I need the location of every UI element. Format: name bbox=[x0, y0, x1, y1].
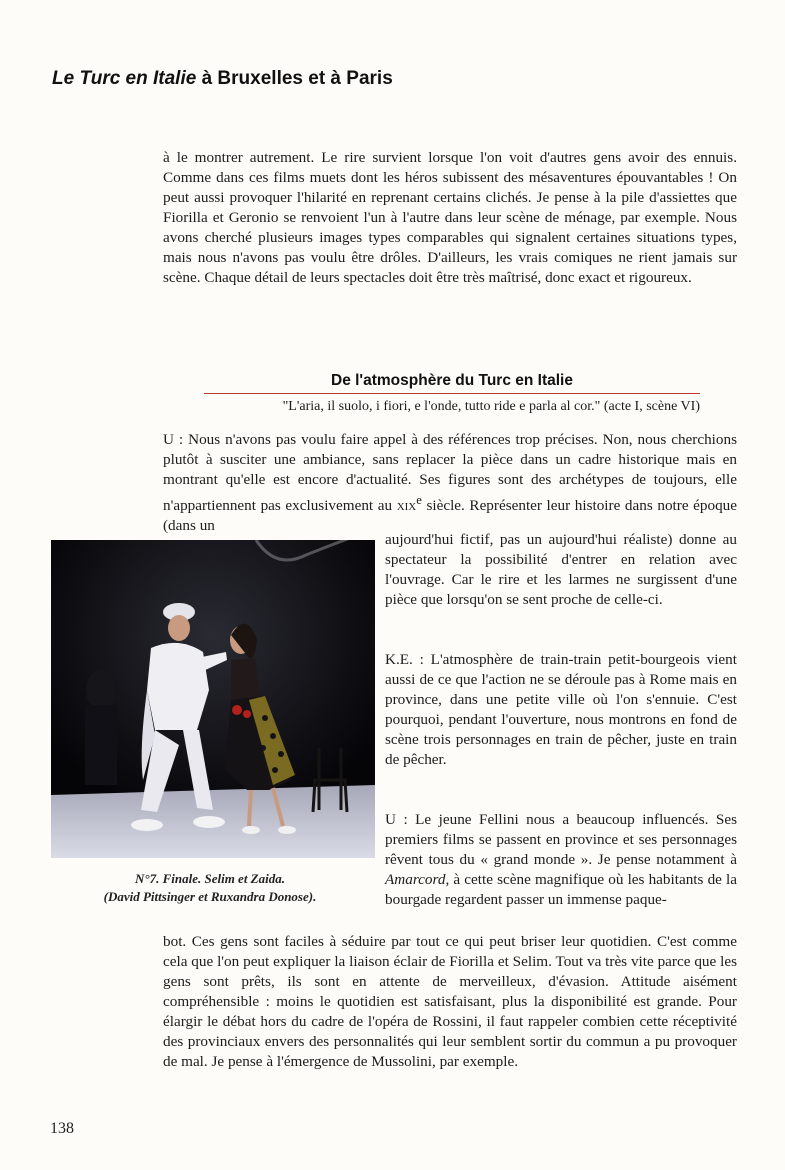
stage-photo bbox=[51, 540, 375, 858]
paragraph-u-fellini bbox=[385, 810, 737, 910]
running-header bbox=[52, 68, 393, 90]
paragraph-intro bbox=[163, 148, 737, 288]
header-title-italic: Le Turc en Italie bbox=[52, 68, 197, 89]
paragraph-u-references-start: U : Nous n'avons pas voulu faire appel à des références trop précises. Non, nous cherchions plutôt à susciter une ambiance, sans replacer la pièce dans un cadre historique mais en montrant qu'elle est encore d'actualité. Ses figures sont des archétypes de toujours, elle n'appartiennent pas exclusivement au bbox=[163, 431, 737, 515]
paragraph-u-references bbox=[163, 430, 737, 536]
film-title-amarcord: Amarcord bbox=[385, 871, 446, 888]
section-divider bbox=[204, 393, 700, 394]
paragraph-u-references-end: siècle. Représenter leur histoire dans notre époque (dans un bbox=[163, 497, 738, 535]
paragraph-u-references-text bbox=[163, 430, 737, 536]
paragraph-u-fellini-text bbox=[385, 810, 737, 910]
stage-photo-illustration bbox=[51, 540, 375, 858]
paragraph-u-references-continued bbox=[385, 530, 737, 610]
paragraph-u-fellini-middle: , à cette scène magnifique où les habitants de la bourgade regardent passer un immense paque- bbox=[385, 871, 737, 908]
paragraph-u-fellini-continued-text: bot. Ces gens sont faciles à séduire par tout ce qui peut briser leur quotidien. C'est comme cela que l'on peut expliquer la liaison éclair de Fiorilla et Selim. Tout va très vite parce que les gens sont prêts, ils sont en attente de merveilleux, d'évasion. Attitude aisément compréhensible : moins le quotidien est satisfaisant, plus la disponibilité est grande. Pour élargir le débat hors du cadre de l'opéra de Rossini, il faut rappeler combien cette réceptivité des provinciaux envers des personnalités qui leur semblent sortir du commun a pu provoquer de mal. Je pense à l'émergence de Mussolini, par exemple. bbox=[163, 933, 737, 1070]
paragraph-ke-atmosphere bbox=[385, 650, 737, 770]
century-numeral: xix bbox=[396, 497, 417, 515]
section-epigraph: "L'aria, il suolo, i fiori, e l'onde, tutto ride e parla al cor." (acte I, scène VI) bbox=[282, 399, 700, 414]
paragraph-u-references-continued-text: aujourd'hui fictif, pas un aujourd'hui réaliste) donne au spectateur la possibilité d'entrer en relation avec l'ouvrage. Car le rire et les larmes ne surgissent d'une pièce que lorsqu'on se sent proche de celle-ci. bbox=[385, 531, 737, 608]
paragraph-u-fellini-start: U : Le jeune Fellini nous a beaucoup influencés. Ses premiers films se passent en province et ses personnages rêvent tous du « grand monde ». Je pense notamment à bbox=[385, 811, 737, 868]
caption-line-1: N°7. Finale. Selim et Zaida. bbox=[134, 871, 285, 886]
paragraph-intro-text: à le montrer autrement. Le rire survient lorsque l'on voit d'autres gens avoir des ennuis. Comme dans ces films muets dont les héros subissent des mésaventures épouvantables ! On peut aussi provoquer l'hilarité en reprenant certains clichés. Je pense à la pile d'assiettes que Fiorilla et Geronio se renvoient l'un à l'autre dans leur scène de ménage, par exemple. Nous avons cherché plusieurs images types comparables qui signalent certaines situations types, mais nous n'avons pas voulu être drôles. D'ailleurs, les vrais comiques ne rient jamais sur scène. Chaque détail de leurs spectacles doit être très maîtrisé, donc exact et rigoureux. bbox=[163, 149, 737, 286]
caption-line-2: (David Pittsinger et Ruxandra Donose). bbox=[103, 889, 317, 904]
paragraph-ke-atmosphere-text: K.E. : L'atmosphère de train-train petit-bourgeois vient aussi de ce que l'action ne se déroule pas à Rome mais en province, dans une petite ville où l'on s'ennuie. C'est pourquoi, pendant l'ouverture, nous montrons en fond de scène trois personnages en train de pêcher, juste en train de pêcher. bbox=[385, 651, 737, 768]
header-title-rest: à Bruxelles et à Paris bbox=[196, 68, 393, 89]
page-number: 138 bbox=[50, 1120, 74, 1137]
century-superscript: e bbox=[416, 493, 422, 507]
photo-caption bbox=[40, 870, 380, 906]
section-title: De l'atmosphère du Turc en Italie bbox=[331, 372, 573, 389]
paragraph-u-fellini-continued bbox=[163, 932, 737, 1072]
